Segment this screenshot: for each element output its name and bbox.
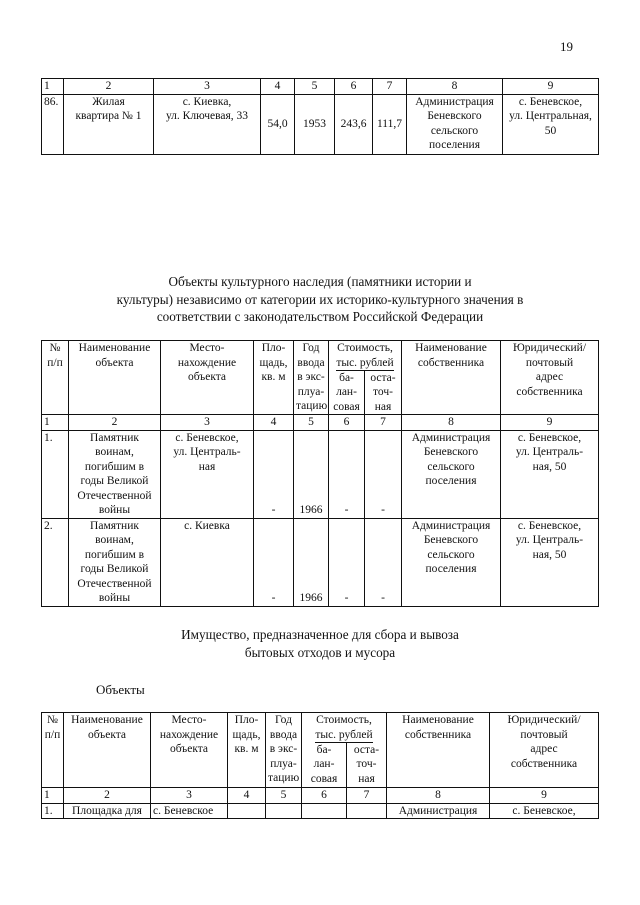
cell-address: с. Беневское,: [490, 803, 599, 819]
cell-balance: -: [329, 430, 365, 518]
col-number: 3: [161, 415, 254, 431]
header-balance: ба- лан- совая: [329, 371, 365, 415]
table-row: [42, 94, 599, 154]
cell-number: 86.: [42, 94, 64, 154]
col-number: 5: [294, 415, 329, 431]
col-number: 6: [335, 79, 373, 95]
header-area: Пло- щадь, кв. м: [254, 341, 294, 415]
cell-area: -: [254, 518, 294, 606]
col-number: 3: [151, 788, 228, 804]
col-number: 8: [407, 79, 503, 95]
col-number: 4: [254, 415, 294, 431]
header-year: Год ввода в экс- плуа- тацию: [266, 713, 302, 788]
cell-balance: [302, 803, 347, 819]
cell-year: 1966: [294, 518, 329, 606]
header-row: [42, 341, 599, 371]
waste-subtitle: Объекты: [96, 682, 145, 697]
col-number: 1: [42, 788, 64, 804]
cell-residual: [347, 803, 387, 819]
col-number: 6: [329, 415, 365, 431]
cell-owner: Администрация Беневского сельского поселения: [402, 430, 501, 518]
header-address: Юридический/ почтовый адрес собственника: [501, 341, 599, 415]
header-cost: Стоимость, тыс. рублей: [329, 341, 402, 371]
cell-area: -: [254, 430, 294, 518]
table-row: [42, 803, 599, 819]
col-number: 2: [64, 788, 151, 804]
table-continuation-col-numbers: [42, 79, 599, 95]
header-location: Место- нахождение объекта: [161, 341, 254, 415]
cell-area: [228, 803, 266, 819]
col-number: 1: [42, 79, 64, 95]
cell-owner: Администрация: [387, 803, 490, 819]
cell-name: Жилая квартира № 1: [64, 94, 154, 154]
cell-year: [266, 803, 302, 819]
cell-name: Памятник воинам, погибшим в годы Великой Отечественной войны: [69, 518, 161, 606]
col-number: 9: [490, 788, 599, 804]
cell-address: с. Беневское, ул. Централь- ная, 50: [501, 430, 599, 518]
col-number: 4: [228, 788, 266, 804]
col-number: 5: [266, 788, 302, 804]
cell-location: с. Киевка, ул. Ключевая, 33: [154, 94, 261, 154]
table-heritage: [41, 340, 599, 607]
cell-number: 1.: [42, 803, 64, 819]
header-owner: Наименование собственника: [402, 341, 501, 415]
header-area: Пло- щадь, кв. м: [228, 713, 266, 788]
col-number: 7: [347, 788, 387, 804]
cell-location: с. Беневское: [151, 803, 228, 819]
col-numbers-row: [42, 415, 599, 431]
header-balance: ба- лан- совая: [302, 743, 347, 788]
header-address: Юридический/ почтовый адрес собственника: [490, 713, 599, 788]
col-number: 4: [261, 79, 295, 95]
col-number: 7: [365, 415, 402, 431]
cell-address: с. Беневское, ул. Централь- ная, 50: [501, 518, 599, 606]
table-waste: [41, 712, 599, 819]
page-number: 19: [560, 39, 573, 54]
col-number: 2: [69, 415, 161, 431]
cell-number: 2.: [42, 518, 69, 606]
header-year: Год ввода в экс- плуа- тацию: [294, 341, 329, 415]
header-num: № п/п: [42, 341, 69, 415]
table-row: [42, 518, 599, 606]
cell-name: Площадка для: [64, 803, 151, 819]
heritage-title: Объекты культурного наследия (памятники истории и культуры) независимо от категории их историко-культурного значения в соответствии с законодательством Российской Федерации: [116, 274, 524, 324]
cell-number: 1.: [42, 430, 69, 518]
cell-location: с. Беневское, ул. Централь- ная: [161, 430, 254, 518]
cell-balance: -: [329, 518, 365, 606]
cell-name: Памятник воинам, погибшим в годы Великой Отечественной войны: [69, 430, 161, 518]
header-location: Место- нахождение объекта: [151, 713, 228, 788]
cell-year: 1953: [295, 94, 335, 154]
col-number: 3: [154, 79, 261, 95]
col-number: 2: [64, 79, 154, 95]
col-number: 5: [295, 79, 335, 95]
cell-address: с. Беневское, ул. Центральная, 50: [503, 94, 599, 154]
cell-year: 1966: [294, 430, 329, 518]
header-owner: Наименование собственника: [387, 713, 490, 788]
header-residual: оста- точ- ная: [347, 743, 387, 788]
cell-area: 54,0: [261, 94, 295, 154]
header-residual: оста- точ- ная: [365, 371, 402, 415]
col-number: 6: [302, 788, 347, 804]
cell-balance: 243,6: [335, 94, 373, 154]
cell-location: с. Киевка: [161, 518, 254, 606]
col-number: 8: [387, 788, 490, 804]
cell-residual: 111,7: [373, 94, 407, 154]
col-number: 9: [501, 415, 599, 431]
header-cost: Стоимость, тыс. рублей: [302, 713, 387, 743]
header-name: Наименование объекта: [69, 341, 161, 415]
col-number: 8: [402, 415, 501, 431]
cell-owner: Администрация Беневского сельского поселения: [407, 94, 503, 154]
header-num: № п/п: [42, 713, 64, 788]
col-numbers-row: [42, 788, 599, 804]
col-number: 7: [373, 79, 407, 95]
table-row: [42, 430, 599, 518]
cell-residual: -: [365, 430, 402, 518]
header-name: Наименование объекта: [64, 713, 151, 788]
table-continuation: [41, 78, 599, 155]
cell-owner: Администрация Беневского сельского поселения: [402, 518, 501, 606]
col-number: 9: [503, 79, 599, 95]
col-number: 1: [42, 415, 69, 431]
cell-residual: -: [365, 518, 402, 606]
header-row: [42, 713, 599, 743]
waste-title: Имущество, предназначенное для сбора и вывоза бытовых отходов и мусора: [181, 627, 459, 660]
